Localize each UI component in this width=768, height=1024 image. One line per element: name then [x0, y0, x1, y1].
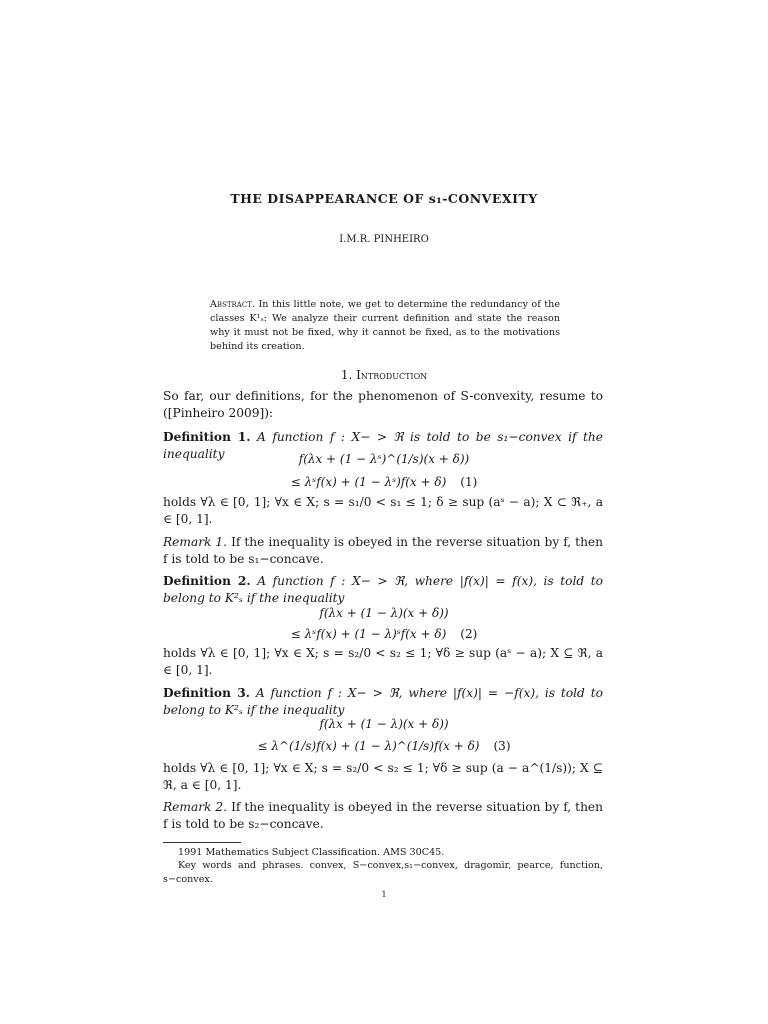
equation-3-rhs: ≤ λ^(1/s)f(x) + (1 − λ)^(1/s)f(x + δ) — [257, 739, 480, 753]
definition-2-text: A function f : X− > ℜ, where |f(x)| = f(x), is told to belong to K²ₛ if the inequality — [163, 574, 604, 605]
section-number: 1. — [340, 368, 353, 382]
equation-2-rhs: ≤ λˢf(x) + (1 − λ)ˢf(x + δ) — [290, 627, 447, 641]
abstract — [210, 298, 560, 354]
definition-1-label: Definition 1. — [163, 430, 251, 444]
remark-2-label: Remark 2. — [163, 800, 228, 814]
equation-3-line-2 — [0, 739, 768, 753]
definition-3-text: A function f : X− > ℜ, where |f(x)| = −f(x), is told to belong to K²ₛ if the inequality — [163, 686, 603, 717]
equation-1-rhs: ≤ λˢf(x) + (1 − λˢ)f(x + δ) — [290, 475, 447, 489]
definition-3 — [163, 685, 603, 719]
author-name: I.M.R. PINHEIRO — [339, 234, 429, 245]
equation-2-line-2 — [0, 627, 768, 641]
remark-1-text: If the inequality is obeyed in the reverse situation by f, then f is told to be s₁−concave. — [163, 535, 603, 566]
definition-1-conditions: holds ∀λ ∈ [0, 1]; ∀x ∈ X; s = s₁/0 < s₁ ≤ 1; δ ≥ sup (aˢ − a); X ⊂ ℜ₊, a ∈ [0, 1]. — [163, 495, 603, 526]
footnote-rule — [163, 842, 241, 843]
section-heading — [0, 368, 768, 382]
remark-1-label: Remark 1. — [163, 535, 228, 549]
definition-3-conditions: holds ∀λ ∈ [0, 1]; ∀x ∈ X; s = s₂/0 < s₂ ≤ 1; ∀δ ≥ sup (a − a^(1/s)); X ⊆ ℜ, a ∈ [0, 1]. — [163, 761, 603, 792]
equation-3-number: (3) — [493, 739, 511, 753]
definition-2-conditions: holds ∀λ ∈ [0, 1]; ∀x ∈ X; s = s₂/0 < s₂ ≤ 1; ∀δ ≥ sup (aˢ − a); X ⊆ ℜ, a ∈ [0, 1]. — [163, 646, 603, 677]
remark-1 — [163, 534, 603, 568]
page-number: 1 — [381, 890, 387, 899]
remark-2-text: If the inequality is obeyed in the reverse situation by f, then f is told to be s₂−concave. — [163, 800, 603, 831]
intro-paragraph: So far, our definitions, for the phenomenon of S-convexity, resume to ([Pinheiro 2009]): — [163, 389, 603, 420]
abstract-label: Abstract. — [210, 299, 255, 310]
equation-2-line-1: f(λx + (1 − λ)(x + δ)) — [319, 606, 449, 620]
definition-1-text: A function f : X− > ℜ is told to be s₁−convex if the inequality — [163, 430, 603, 461]
abstract-text: In this little note, we get to determine the redundancy of the classes K¹ₛ: We analyze their current definition and state the reason why it must not be fixed, why it cannot be fixed, as to the motivations behind its creation. — [210, 299, 560, 352]
section-title: Introduction — [356, 368, 428, 382]
definition-2 — [163, 573, 603, 607]
equation-1-line-1: f(λx + (1 − λˢ)^(1/s)(x + δ)) — [298, 452, 470, 466]
paper-title: THE DISAPPEARANCE OF s₁-CONVEXITY — [230, 191, 538, 206]
equation-3-line-1: f(λx + (1 − λ)(x + δ)) — [319, 717, 449, 731]
equation-1-line-2 — [0, 475, 768, 489]
definition-2-label: Definition 2. — [163, 574, 251, 588]
equation-1-number: (1) — [460, 475, 478, 489]
remark-2 — [163, 799, 603, 833]
footnote-msc: 1991 Mathematics Subject Classification. AMS 30C45. — [178, 847, 445, 858]
definition-3-label: Definition 3. — [163, 686, 250, 700]
equation-2-number: (2) — [460, 627, 478, 641]
footnote-keywords: Key words and phrases. convex, S−convex,s₁−convex, dragomir, pearce, function, s−convex. — [163, 860, 603, 885]
